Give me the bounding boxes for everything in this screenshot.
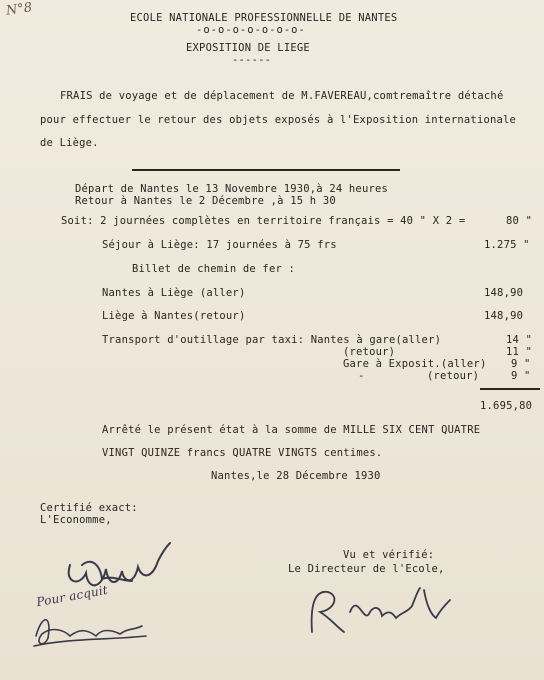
pour-acquit-note: Pour acquit (35, 582, 109, 610)
sejour-line: Séjour à Liège: 17 journées à 75 frs (102, 239, 337, 251)
liege-nantes-line: Liège à Nantes(retour) (102, 310, 246, 322)
soit-amount: 80 " (506, 215, 533, 227)
total-amount: 1.695,80 (480, 400, 533, 412)
transport-amount-2: 11 " (506, 346, 533, 358)
sejour-amount: 1.275 " (484, 239, 530, 251)
directeur-signature (300, 582, 465, 642)
margin-note: N°8 (5, 0, 34, 19)
intro-line-1: FRAIS de voyage et de déplacement de M.FAVEREAU,comtremaître détaché (60, 90, 504, 102)
arrete-line-1: Arrêté le présent état à la somme de MILLE SIX CENT QUATRE (102, 424, 481, 436)
soit-line: Soit: 2 journées complètes en territoire français = 40 " X 2 = (61, 215, 466, 227)
retour-line: Retour à Nantes le 2 Décembre ,à 15 h 30 (75, 195, 336, 207)
document-title: EXPOSITION DE LIEGE (186, 42, 310, 54)
transport-amount-4: 9 " (511, 370, 531, 382)
billet-heading: Billet de chemin de fer : (132, 263, 296, 275)
transport-line: Transport d'outillage par taxi: Nantes à gare(aller) (102, 334, 442, 346)
school-name: ECOLE NATIONALE PROFESSIONNELLE DE NANTES (130, 12, 398, 24)
intro-line-2: pour effectuer le retour des objets exposés à l'Exposition internationale (40, 114, 517, 126)
certifie-label: Certifié exact: (40, 502, 138, 514)
transport-retour-2: (retour) (427, 370, 480, 382)
separator-rule (132, 169, 400, 171)
directeur-label: Le Directeur de l'Ecole, (288, 563, 445, 575)
liege-nantes-amount: 148,90 (484, 310, 524, 322)
title-underline: ------ (232, 54, 272, 66)
transport-amount-1: 14 " (506, 334, 533, 346)
depart-line: Départ de Nantes le 13 Novembre 1930,à 24 heures (75, 183, 389, 195)
acquit-signature (30, 608, 150, 653)
intro-line-3: de Liège. (40, 137, 99, 149)
place-date: Nantes,le 28 Décembre 1930 (211, 470, 381, 482)
nantes-liege-line: Nantes à Liège (aller) (102, 287, 246, 299)
transport-amount-3: 9 " (511, 358, 531, 370)
vu-verifie-label: Vu et vérifié: (343, 549, 435, 561)
total-rule (480, 388, 540, 390)
dash-mark: - (358, 370, 365, 382)
transport-retour-1: (retour) (343, 346, 396, 358)
header-ornament: -o-o-o-o-o-o-o- (196, 24, 306, 36)
gare-exposit-line: Gare à Exposit.(aller) (343, 358, 487, 370)
arrete-line-2: VINGT QUINZE francs QUATRE VINGTS centimes. (102, 447, 383, 459)
econome-label: L'Economme, (40, 514, 112, 526)
nantes-liege-amount: 148,90 (484, 287, 524, 299)
